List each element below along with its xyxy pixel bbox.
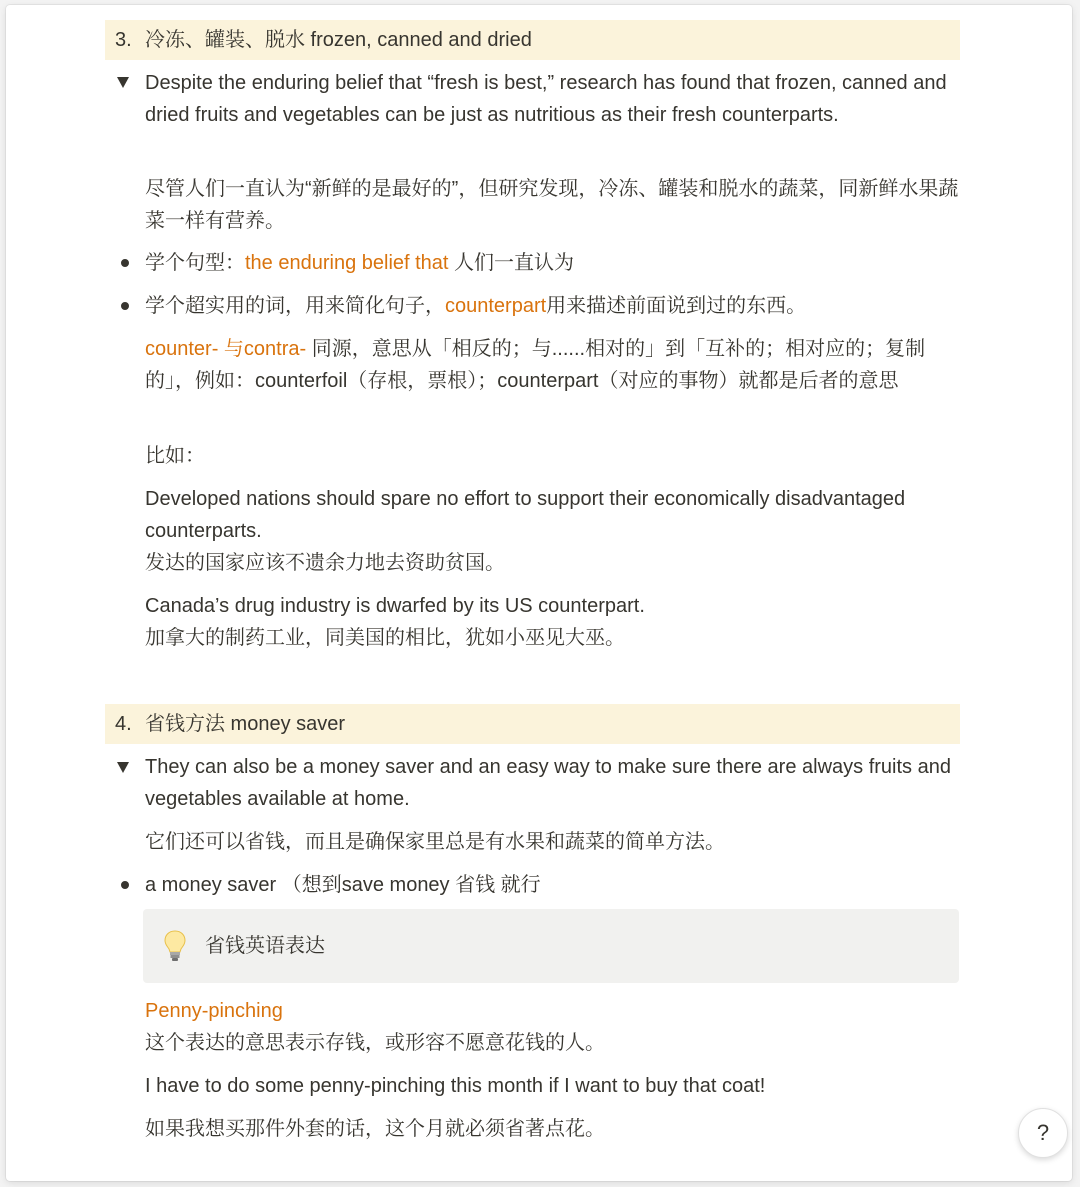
- etymology-note: [145, 333, 965, 397]
- notion-page: [6, 5, 1072, 1181]
- help-button[interactable]: ?: [1018, 1108, 1068, 1158]
- sentence-zh: 尽管人们一直认为“新鲜的是最好的”，但研究发现，冷冻、罐装和脱水的蔬菜，同新鲜水果蔬菜一样有营养。: [145, 178, 959, 232]
- section-4-heading: [105, 704, 960, 744]
- bullet-prefix: 学个超实用的词，用来简化句子，: [145, 295, 445, 317]
- example-1-zh: 发达的国家应该不遗余力地去资助贫国。: [145, 552, 505, 574]
- example-2-zh: 加拿大的制药工业，同美国的相比，犹如小巫见大巫。: [145, 627, 625, 649]
- highlight-text: the enduring belief that: [245, 252, 449, 274]
- section-number: 3.: [115, 29, 132, 51]
- etymology-text: 同源，意思从「相反的；与......相对的」到「互补的；相对应的；复制的」，例如：counterfoil（存根，票根）；counterpart（对应的事物）就都是后者的意思: [145, 338, 926, 392]
- phrase-title: Penny-pinching: [145, 1000, 283, 1022]
- sentence-en: Despite the enduring belief that “fresh is best,” research has found that frozen, canned and dried fruits and vegetables can be just as nutritious as their fresh counterparts.: [145, 72, 947, 126]
- lightbulb-icon: [163, 929, 187, 963]
- section-3-heading: [105, 20, 960, 60]
- highlight-text: counter- 与contra-: [145, 338, 307, 360]
- bullet-money-saver: a money saver （想到save money 省钱 就行: [145, 874, 541, 896]
- example-2-en: Canada’s drug industry is dwarfed by its US counterpart.: [145, 595, 645, 617]
- highlight-text: counterpart: [445, 295, 547, 317]
- bullet-prefix: 学个句型：: [145, 252, 245, 274]
- section-number: 4.: [115, 713, 132, 735]
- bullet-suffix: 用来描述前面说到过的东西。: [546, 295, 807, 317]
- toggle-triangle-icon[interactable]: [117, 762, 129, 773]
- bullet-suffix: 人们一直认为: [448, 252, 575, 274]
- example-1-en: Developed nations should spare no effort to support their economically disadvantaged counterparts.: [145, 488, 906, 542]
- bullet-dot-icon: [121, 259, 129, 267]
- callout-text: 省钱英语表达: [205, 935, 325, 957]
- phrase-zh: 这个表达的意思表示存钱，或形容不愿意花钱的人。: [145, 1032, 605, 1054]
- bullet-sentence-pattern: [145, 247, 965, 279]
- bullet-dot-icon: [121, 302, 129, 310]
- sentence-en: They can also be a money saver and an easy way to make sure there are always fruits and vegetables available at home.: [145, 756, 951, 810]
- sentence-zh: 它们还可以省钱，而且是确保家里总是有水果和蔬菜的简单方法。: [145, 831, 725, 853]
- phrase-example-zh: 如果我想买那件外套的话，这个月就必须省著点花。: [145, 1118, 605, 1140]
- callout-box: [143, 909, 959, 983]
- bullet-useful-word: [145, 290, 965, 322]
- toggle-triangle-icon[interactable]: [117, 77, 129, 88]
- phrase-example-en: I have to do some penny-pinching this month if I want to buy that coat!: [145, 1075, 766, 1097]
- example-label: 比如：: [145, 445, 205, 467]
- section-title: 省钱方法 money saver: [145, 713, 346, 735]
- bullet-dot-icon: [121, 881, 129, 889]
- section-title: 冷冻、罐装、脱水 frozen, canned and dried: [145, 29, 532, 51]
